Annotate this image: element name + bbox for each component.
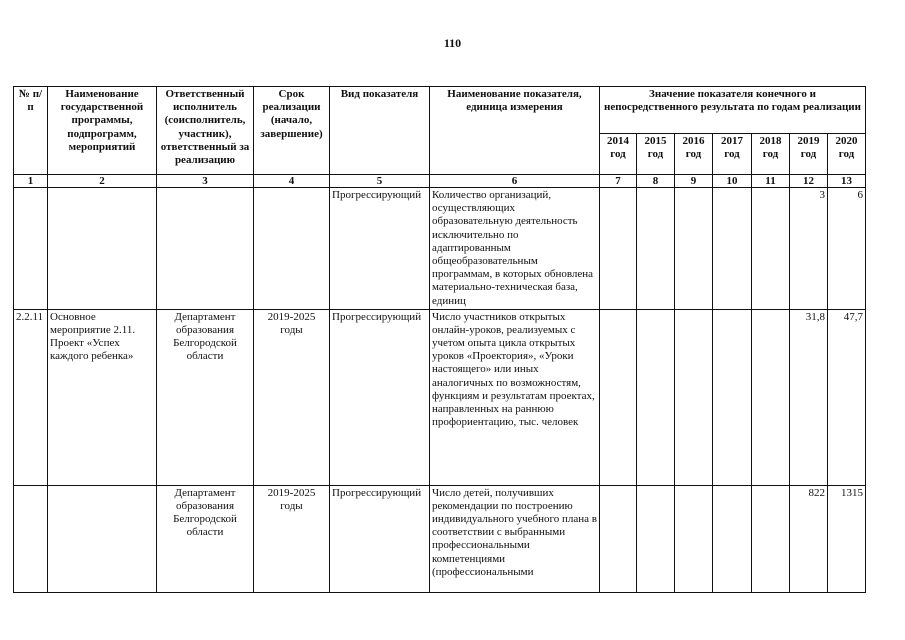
row-value — [637, 309, 675, 485]
row-num — [14, 485, 48, 592]
row-value — [637, 188, 675, 310]
row-kind: Прогрессирующий — [330, 485, 430, 592]
header-row — [14, 87, 866, 134]
row-name: Основное мероприятие 2.11. Проект «Успех каждого ребенка» — [48, 309, 157, 485]
row-period: 2019-2025 годы — [254, 309, 330, 485]
row-value — [713, 485, 752, 592]
row-value — [600, 309, 637, 485]
row-value — [752, 188, 790, 310]
row-value — [637, 485, 675, 592]
header-year: 2020 год — [828, 134, 866, 175]
row-name — [48, 485, 157, 592]
header-year: 2018 год — [752, 134, 790, 175]
row-value — [675, 309, 713, 485]
row-value — [752, 309, 790, 485]
header-num: № п/п — [14, 87, 48, 175]
row-executor — [157, 188, 254, 310]
column-number-row — [14, 175, 866, 188]
column-number: 12 — [790, 175, 828, 188]
row-value — [675, 188, 713, 310]
column-number: 1 — [14, 175, 48, 188]
header-year: 2019 год — [790, 134, 828, 175]
column-number: 6 — [430, 175, 600, 188]
header-year: 2014 год — [600, 134, 637, 175]
row-num — [14, 188, 48, 310]
row-indicator: Количество организаций, осуществляющих образовательную деятельность исключительно по адаптированным общеобразовательным программам, в которых обновлена материально-техническая база, единиц — [430, 188, 600, 310]
header-year: 2017 год — [713, 134, 752, 175]
row-name — [48, 188, 157, 310]
page-number: 110 — [443, 36, 462, 50]
row-value: 6 — [828, 188, 866, 310]
table-row — [14, 188, 866, 310]
row-executor: Департамент образования Белгородской области — [157, 485, 254, 592]
header-indicator: Наименование показателя, единица измерения — [430, 87, 600, 175]
header-executor: Ответственный исполнитель (соисполнитель, участник), ответственный за реализацию — [157, 87, 254, 175]
column-number: 2 — [48, 175, 157, 188]
row-period: 2019-2025 годы — [254, 485, 330, 592]
row-value — [600, 188, 637, 310]
column-number: 10 — [713, 175, 752, 188]
column-number: 7 — [600, 175, 637, 188]
row-value: 31,8 — [790, 309, 828, 485]
row-num: 2.2.11 — [14, 309, 48, 485]
row-executor: Департамент образования Белгородской области — [157, 309, 254, 485]
row-value: 1315 — [828, 485, 866, 592]
header-values-group: Значение показателя конечного и непосредственного результата по годам реализации — [600, 87, 866, 134]
table-row — [14, 485, 866, 592]
row-value — [713, 188, 752, 310]
row-value — [600, 485, 637, 592]
column-number: 9 — [675, 175, 713, 188]
column-number: 13 — [828, 175, 866, 188]
row-value: 47,7 — [828, 309, 866, 485]
row-value — [752, 485, 790, 592]
header-year: 2016 год — [675, 134, 713, 175]
row-value — [675, 485, 713, 592]
column-number: 5 — [330, 175, 430, 188]
row-kind: Прогрессирующий — [330, 188, 430, 310]
column-number: 3 — [157, 175, 254, 188]
row-value — [713, 309, 752, 485]
header-name: Наименование государственной программы, подпрограмм, мероприятий — [48, 87, 157, 175]
header-period: Срок реализации (начало, завершение) — [254, 87, 330, 175]
header-kind: Вид показателя — [330, 87, 430, 175]
indicators-table — [13, 86, 866, 593]
row-indicator: Число участников открытых онлайн-уроков, реализуемых с учетом опыта цикла открытых уроков «Проектория», «Уроки настоящего» или иных аналогичных по возможностям, функциям и результатам проектах, направленных на раннюю профориентацию, тыс. человек — [430, 309, 600, 485]
row-value: 3 — [790, 188, 828, 310]
row-kind: Прогрессирующий — [330, 309, 430, 485]
column-number: 4 — [254, 175, 330, 188]
row-value: 822 — [790, 485, 828, 592]
column-number: 8 — [637, 175, 675, 188]
header-year: 2015 год — [637, 134, 675, 175]
row-period — [254, 188, 330, 310]
row-indicator: Число детей, получивших рекомендации по построению индивидуального учебного плана в соответствии с выбранными профессиональными компетенциями (профессиональными — [430, 485, 600, 592]
column-number: 11 — [752, 175, 790, 188]
table-row — [14, 309, 866, 485]
